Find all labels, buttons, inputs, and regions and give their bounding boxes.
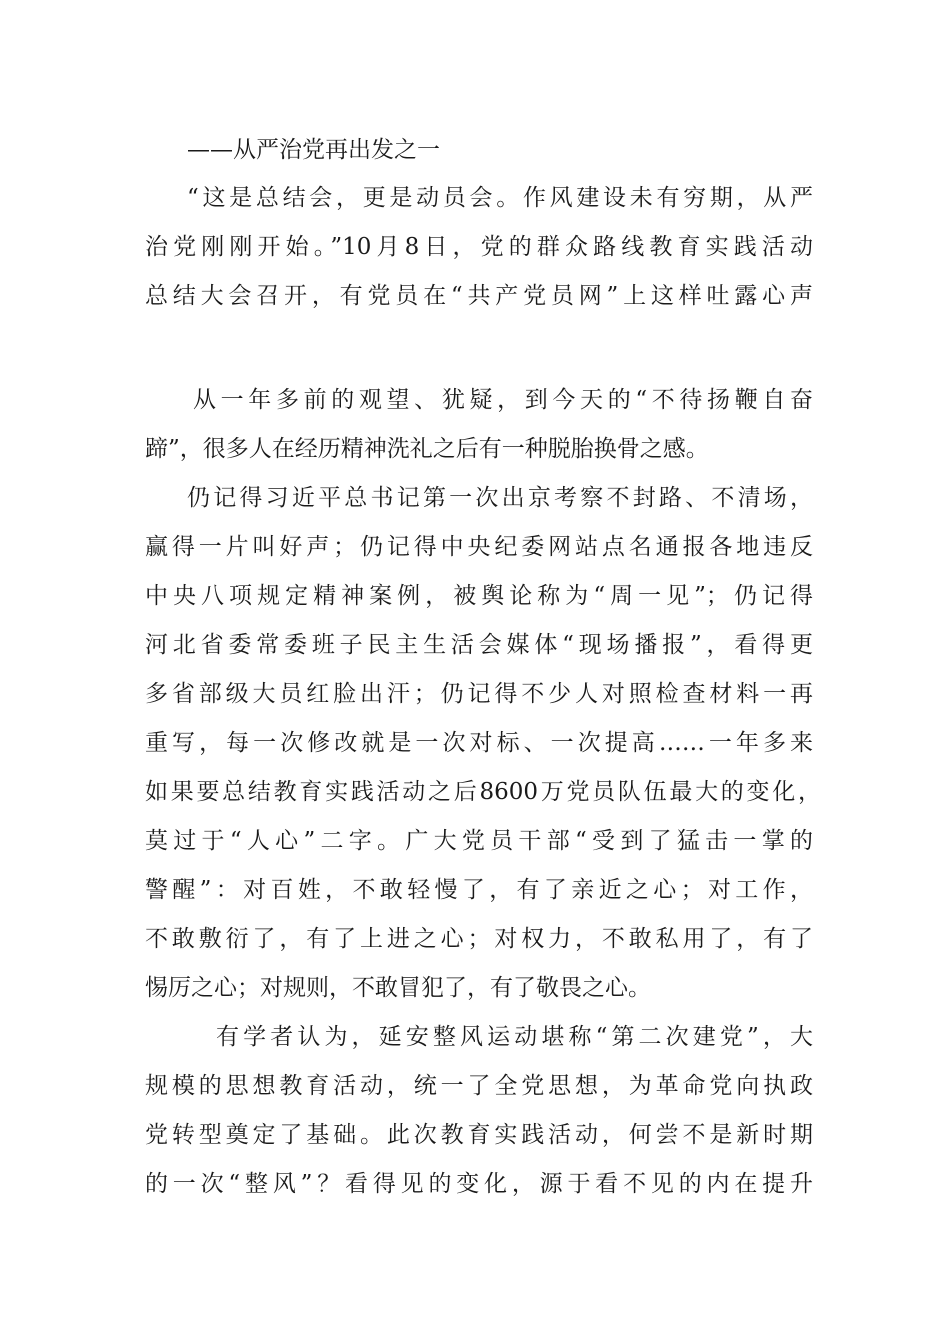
paragraph-3-line-11: 惕厉之心；对规则，不敢冒犯了，有了敬畏之心。 bbox=[145, 975, 651, 1001]
paragraph-3-line-7: 如果要总结教育实践活动之后8600万党员队伍最大的变化， bbox=[145, 779, 821, 805]
paragraph-4-line-1: 有学者认为，延安整风运动堪称“第二次建党”，大 bbox=[216, 1024, 813, 1050]
paragraph-3-line-5: 多省部级大员红脸出汗；仍记得不少人对照检查材料一再 bbox=[145, 681, 813, 707]
paragraph-2-line-1: 从一年多前的观望、犹疑，到今天的“不待扬鞭自奋 bbox=[193, 387, 813, 413]
paragraph-3-line-6: 重写，每一次修改就是一次对标、一次提高……一年多来 bbox=[145, 730, 813, 756]
paragraph-3-line-9: 警醒”：对百姓，不敢轻慢了，有了亲近之心；对工作， bbox=[145, 877, 813, 903]
paragraph-3-line-8: 莫过于“人心”二字。广大党员干部“受到了猛击一掌的 bbox=[145, 828, 813, 854]
paragraph-2-line-2: 蹄”，很多人在经历精神洗礼之后有一种脱胎换骨之感。 bbox=[145, 436, 709, 462]
paragraph-3-line-3: 中央八项规定精神案例，被舆论称为“周一见”；仍记得 bbox=[145, 583, 813, 609]
paragraph-1-line-1: “这是总结会，更是动员会。作风建设未有穷期，从严 bbox=[187, 185, 813, 211]
paragraph-1-line-3: 总结大会召开，有党员在“共产党员网”上这样吐露心声 bbox=[145, 283, 813, 309]
paragraph-4-line-2: 规模的思想教育活动，统一了全党思想，为革命党向执政 bbox=[145, 1073, 813, 1099]
paragraph-3-line-1: 仍记得习近平总书记第一次出京考察不封路、不清场， bbox=[187, 485, 813, 511]
subtitle: ——从严治党再出发之一 bbox=[187, 137, 440, 163]
paragraph-3-line-10: 不敢敷衍了，有了上进之心；对权力，不敢私用了，有了 bbox=[145, 926, 813, 952]
paragraph-4-line-4: 的一次“整风”？看得见的变化，源于看不见的内在提升 bbox=[145, 1171, 813, 1197]
paragraph-3-line-4: 河北省委常委班子民主生活会媒体“现场播报”，看得更 bbox=[145, 632, 813, 658]
paragraph-1-line-2: 治党刚刚开始。”10月8日，党的群众路线教育实践活动 bbox=[145, 234, 813, 260]
paragraph-3-line-2: 赢得一片叫好声；仍记得中央纪委网站点名通报各地违反 bbox=[145, 534, 813, 560]
paragraph-4-line-3: 党转型奠定了基础。此次教育实践活动，何尝不是新时期 bbox=[145, 1122, 813, 1148]
